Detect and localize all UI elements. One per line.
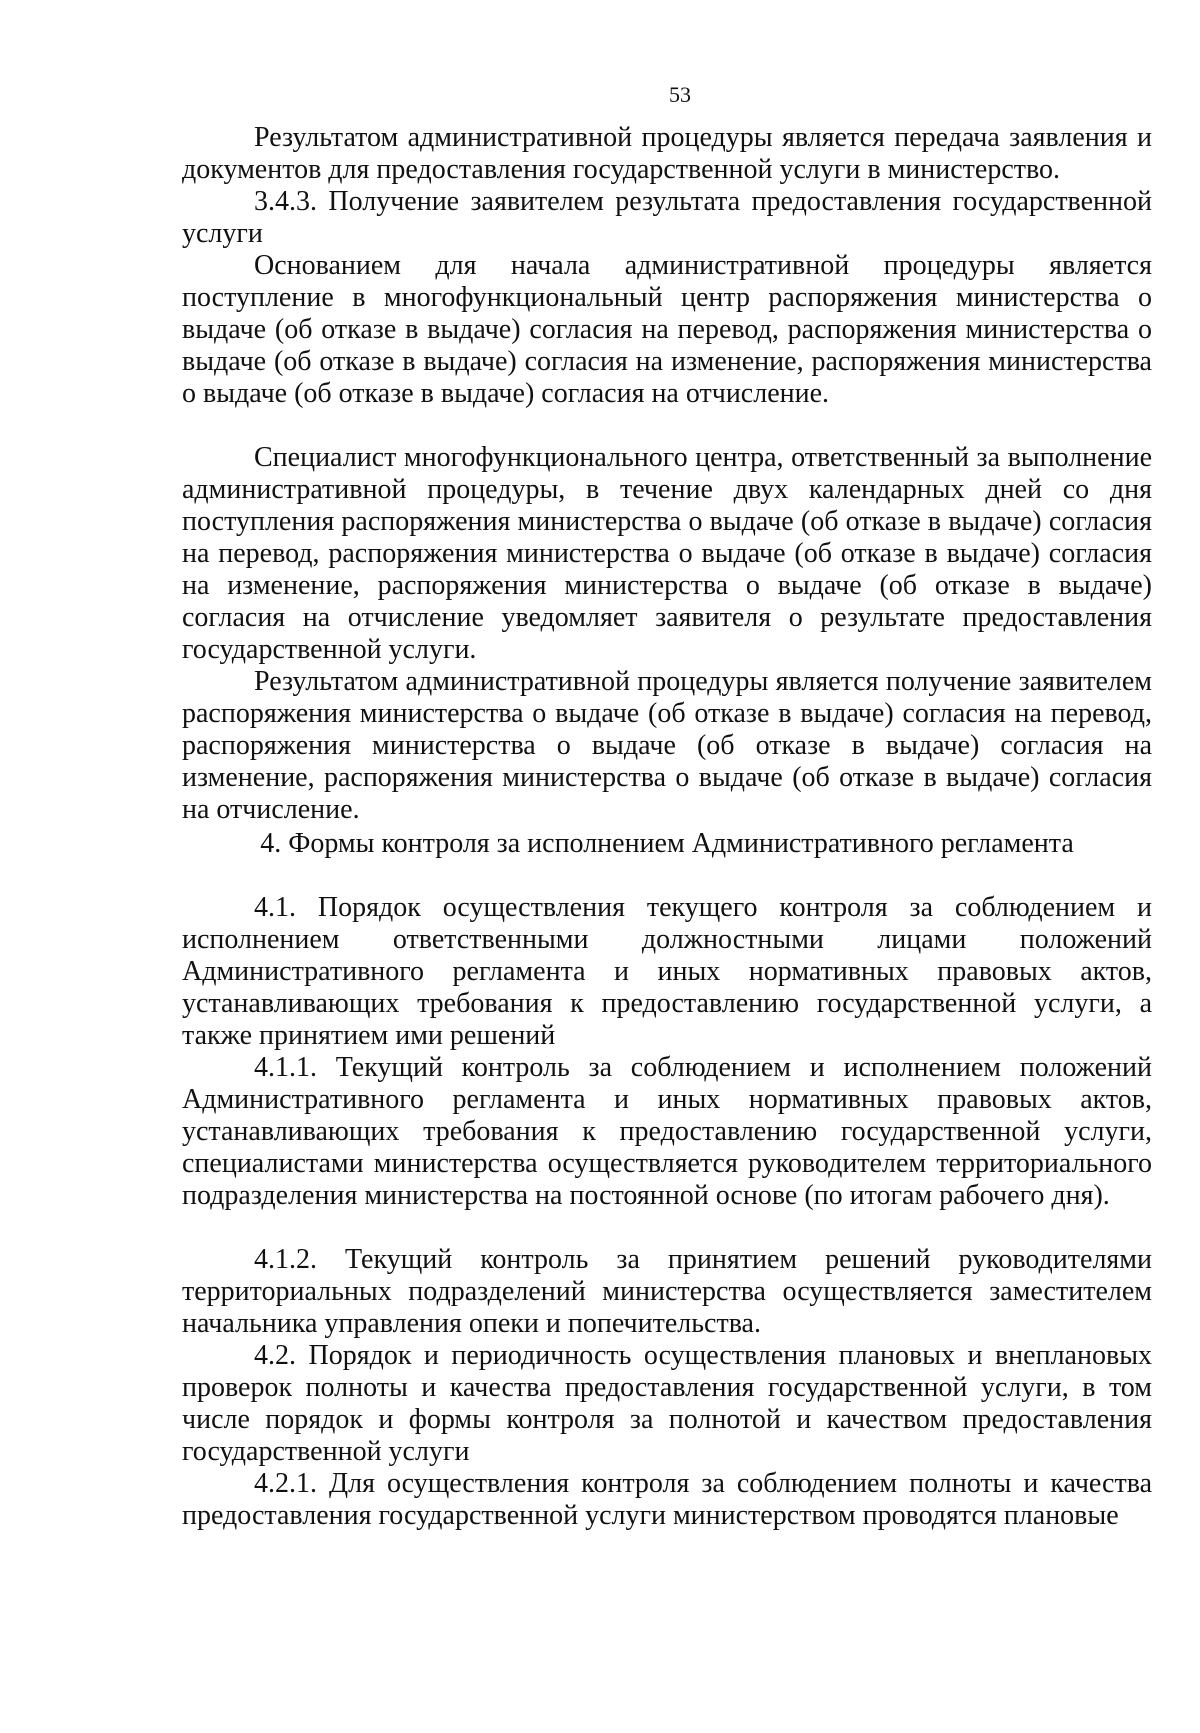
paragraph-4-1-2: 4.1.2. Текущий контроль за принятием решений руководителями территориальных подразделений министерства осуществляется заместителем начальника управления опеки и попечительства. (182, 1244, 1152, 1339)
paragraph-4-2-1: 4.2.1. Для осуществления контроля за соблюдением полноты и качества предоставления государственной услуги министерством проводятся плановые (182, 1468, 1152, 1531)
paragraph-4-1: 4.1. Порядок осуществления текущего контроля за соблюдением и исполнением ответственными должностными лицами положений Административного регламента и иных нормативных правовых актов, устанавливающих требования к предоставлению государственной услуги, а также принятием ими решений (182, 892, 1152, 1051)
paragraph-result-transfer: Результатом административной процедуры является передача заявления и документов для предоставления государственной услуги в министерство. (182, 122, 1152, 185)
paragraph-specialist: Специалист многофункционального центра, ответственный за выполнение административной процедуры, в течение двух календарных дней со дня поступления распоряжения министерства о выдаче (об отказе в выдаче) согласия на перевод, распоряжения министерства о выдаче (об отказе в выдаче) согласия на изменение, распоряжения министерства о выдаче (об отказе в выдаче) согласия на отчисление уведомляет заявителя о результате предоставления государственной услуги. (182, 442, 1152, 665)
section-heading-4: 4. Формы контроля за исполнением Административного регламента (260, 828, 1074, 859)
paragraph-result-receipt: Результатом административной процедуры является получение заявителем распоряжения министерства о выдаче (об отказе в выдаче) согласия на перевод, распоряжения министерства о выдаче (об отказе в выдаче) согласия на изменение, распоряжения министерства о выдаче (об отказе в выдаче) согласия на отчисление. (182, 666, 1152, 825)
subsection-heading-3-4-3: 3.4.3. Получение заявителем результата предоставления государственной услуги (182, 186, 1152, 249)
paragraph-4-1-1: 4.1.1. Текущий контроль за соблюдением и исполнением положений Административного регламента и иных нормативных правовых актов, устанавливающих требования к предоставлению государственной услуги, специалистами министерства осуществляется руководителем территориального подразделения министерства на постоянной основе (по итогам рабочего дня). (182, 1052, 1152, 1211)
paragraph-4-2: 4.2. Порядок и периодичность осуществления плановых и внеплановых проверок полноты и качества предоставления государственной услуги, в том числе порядок и формы контроля за полнотой и качеством предоставления государственной услуги (182, 1340, 1152, 1467)
page-number: 53 (669, 82, 691, 107)
paragraph-basis: Основанием для начала административной процедуры является поступление в многофункциональный центр распоряжения министерства о выдаче (об отказе в выдаче) согласия на перевод, распоряжения министерства о выдаче (об отказе в выдаче) согласия на изменение, распоряжения министерства о выдаче (об отказе в выдаче) согласия на отчисление. (182, 250, 1152, 409)
